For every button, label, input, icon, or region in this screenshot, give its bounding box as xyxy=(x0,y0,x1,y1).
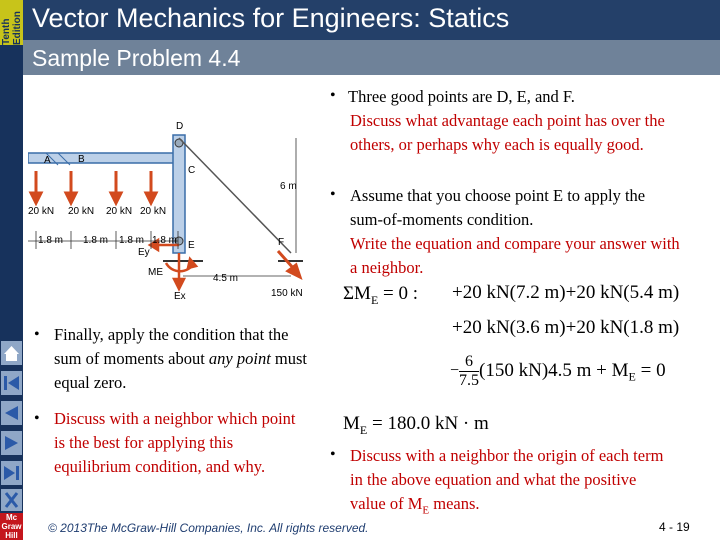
home-button[interactable] xyxy=(0,340,23,368)
home-icon xyxy=(0,340,23,366)
load-label: 20 kN xyxy=(106,206,133,217)
cable xyxy=(179,138,291,253)
load-label: 20 kN xyxy=(140,206,167,217)
moment-equation-line3: − $\frac{6}{7.5}$ (150 kN)4.5 $m + M_E = 0$ xyxy=(450,353,666,389)
height-label: 6 m xyxy=(280,181,297,192)
bullet-marker: • xyxy=(330,186,336,203)
moment-equation-line1: +20 kN(7.2 m)+20 kN(5.4 m) xyxy=(452,282,680,303)
label-a: A xyxy=(44,155,51,166)
bullet-marker: • xyxy=(330,446,336,463)
load-arrows xyxy=(31,171,156,203)
label-me: ME xyxy=(148,267,163,278)
sidebar xyxy=(0,0,23,540)
bullet-marker: • xyxy=(330,87,336,104)
next-slide-button[interactable] xyxy=(0,430,23,458)
title-bar xyxy=(23,0,720,40)
label-f: F xyxy=(278,237,285,248)
bullet-discuss-origin: Discuss with a neighbor the origin of each term in the above equation and what the positive value of $M_E$ means. xyxy=(350,446,664,517)
bullet-marker: • xyxy=(34,326,40,343)
base-label: 4.5 m xyxy=(213,273,239,284)
spacing-label: 1.8 m xyxy=(119,235,145,246)
load-label: 20 kN xyxy=(68,206,95,217)
bullet-three-points: Three good points are D, E, and F. Discuss what advantage each point has over the others, or perhaps why each is equally good. xyxy=(348,87,665,154)
previous-slide-button[interactable] xyxy=(0,400,23,428)
label-e: E xyxy=(188,240,195,251)
page-number: 4 - 19 xyxy=(659,520,690,534)
publisher-logo: Mc Graw Hill xyxy=(1,513,22,540)
load-label: 20 kN xyxy=(28,206,55,217)
bullet-choose-e: Assume that you choose point E to apply the sum-of-moments condition. Write the equation and compare your answer with a neighbor. xyxy=(350,186,680,277)
label-ey: Ey xyxy=(138,247,150,258)
last-slide-icon xyxy=(0,460,23,486)
last-slide-button[interactable] xyxy=(0,460,23,488)
edition-badge: Tenth Edition xyxy=(0,0,23,45)
previous-slide-icon xyxy=(0,400,23,426)
exit-icon xyxy=(0,488,23,512)
spacing-label: 1.8 m xyxy=(38,235,64,246)
first-slide-button[interactable] xyxy=(0,370,23,398)
spacing-label: 1.8 m xyxy=(83,235,109,246)
next-slide-icon xyxy=(0,430,23,456)
label-b: B xyxy=(78,154,85,165)
bullet-discuss-best-point: Discuss with a neighbor which point is the best for applying this equilibrium condition, and why. xyxy=(54,409,296,476)
page-title: Vector Mechanics for Engineers: Statics xyxy=(32,3,510,33)
first-slide-icon xyxy=(0,370,23,396)
cable-force-label: 150 kN xyxy=(271,288,303,299)
subtitle-bar xyxy=(23,40,720,75)
label-c: C xyxy=(188,165,196,176)
label-d: D xyxy=(176,121,184,132)
exit-button[interactable] xyxy=(0,488,23,516)
label-ex: Ex xyxy=(174,291,186,302)
moment-equation-line2: +20 kN(3.6 m)+20 kN(1.8 m) xyxy=(452,317,680,338)
spacing-label: 1.8 m xyxy=(152,235,178,246)
slide-subtitle: Sample Problem 4.4 xyxy=(32,45,241,71)
moment-result: $M_E = 180.0$ kN · m xyxy=(343,413,489,437)
moment-equation-sum: $\Sigma M_E = 0$ : xyxy=(343,283,419,307)
truss-figure xyxy=(28,113,328,303)
bullet-finally: Finally, apply the condition that the sum of moments about any point must equal zero. xyxy=(54,325,307,392)
copyright-footer: © 2013The McGraw-Hill Companies, Inc. All rights reserved. xyxy=(48,521,369,535)
bullet-marker: • xyxy=(34,410,40,427)
